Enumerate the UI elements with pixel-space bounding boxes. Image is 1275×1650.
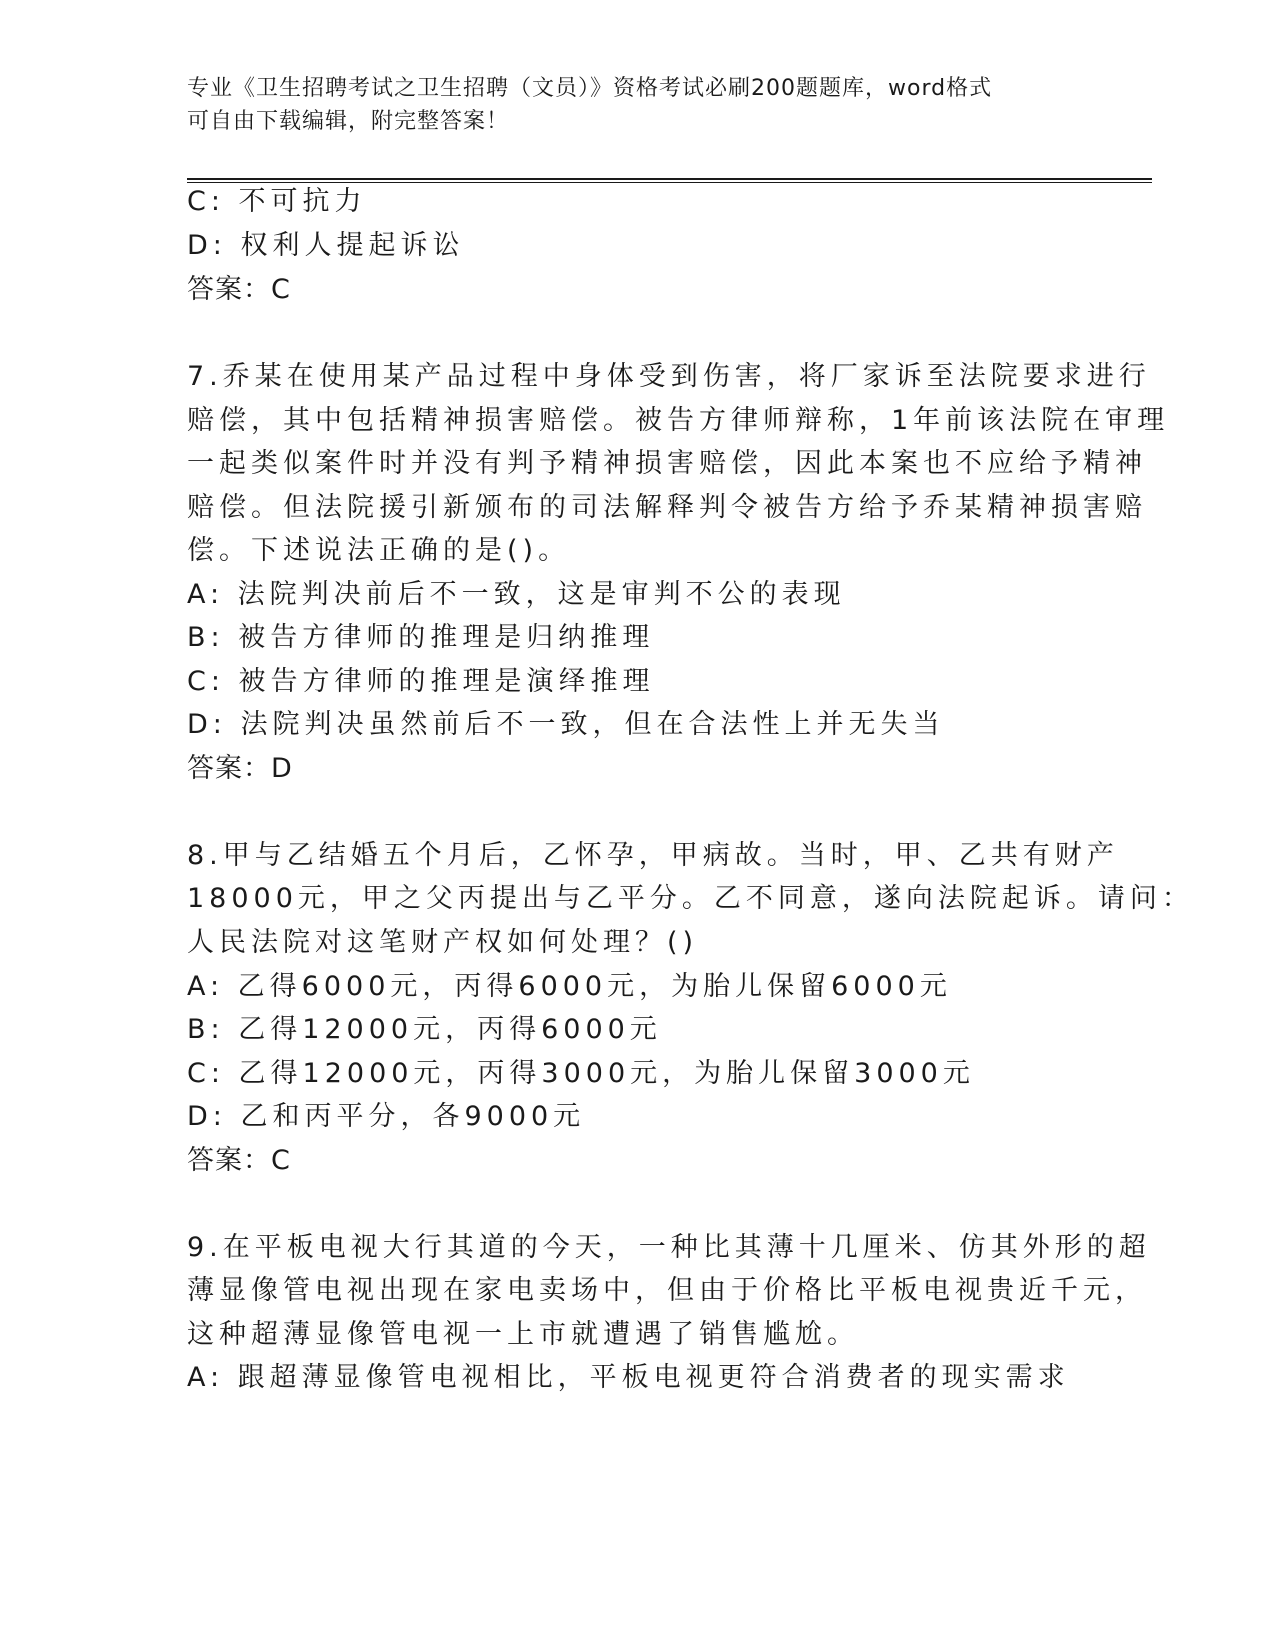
- q7-option-a: A: 法院判决前后不一致，这是审判不公的表现: [187, 579, 846, 610]
- q9-stem-line-1: 9.在平板电视大行其道的今天，一种比其薄十几厘米、仿其外形的超: [187, 1232, 1151, 1263]
- q7-option-d: D: 法院判决虽然前后不一致，但在合法性上并无失当: [187, 709, 945, 740]
- q8-option-b: B: 乙得12000元，丙得6000元: [187, 1014, 662, 1045]
- q7-stem-line-1: 7.乔某在使用某产品过程中身体受到伤害，将厂家诉至法院要求进行: [187, 361, 1151, 392]
- q8-option-c: C: 乙得12000元，丙得3000元，为胎儿保留3000元: [187, 1058, 975, 1089]
- prev-question-option-d: D: 权利人提起诉讼: [187, 230, 465, 261]
- prev-question-answer: 答案：C: [187, 274, 291, 305]
- q8-stem-line-3: 人民法院对这笔财产权如何处理？(): [187, 927, 699, 958]
- q8-stem-line-2: 18000元，甲之父丙提出与乙平分。乙不同意，遂向法院起诉。请问：: [187, 883, 1194, 914]
- q7-option-b: B: 被告方律师的推理是归纳推理: [187, 622, 655, 653]
- q7-stem-line-5: 偿。下述说法正确的是()。: [187, 535, 571, 566]
- q7-option-c: C: 被告方律师的推理是演绎推理: [187, 666, 655, 697]
- header-title-line-1: 专业《卫生招聘考试之卫生招聘（文员）》资格考试必刷200题题库，word格式: [187, 76, 993, 101]
- prev-question-option-c: C: 不可抗力: [187, 186, 367, 217]
- q8-option-a: A: 乙得6000元，丙得6000元，为胎儿保留6000元: [187, 971, 952, 1002]
- q9-stem-line-3: 这种超薄显像管电视一上市就遭遇了销售尴尬。: [187, 1319, 859, 1350]
- q7-stem-line-3: 一起类似案件时并没有判予精神损害赔偿，因此本案也不应给予精神: [187, 448, 1147, 479]
- header-title-line-2: 可自由下载编辑，附完整答案！: [187, 109, 510, 134]
- q8-option-d: D: 乙和丙平分，各9000元: [187, 1101, 586, 1132]
- page-header: [187, 72, 1067, 138]
- q8-stem-line-1: 8.甲与乙结婚五个月后，乙怀孕，甲病故。当时，甲、乙共有财产: [187, 840, 1119, 871]
- q9-stem-line-2: 薄显像管电视出现在家电卖场中，但由于价格比平板电视贵近千元，: [187, 1275, 1147, 1306]
- q7-stem-line-2: 赔偿，其中包括精神损害赔偿。被告方律师辩称，1年前该法院在审理: [187, 405, 1170, 436]
- q9-option-a: A: 跟超薄显像管电视相比，平板电视更符合消费者的现实需求: [187, 1362, 1070, 1393]
- q7-stem-line-4: 赔偿。但法院援引新颁布的司法解释判令被告方给予乔某精神损害赔: [187, 492, 1147, 523]
- q8-answer: 答案：C: [187, 1145, 291, 1176]
- q7-answer: 答案：D: [187, 753, 293, 784]
